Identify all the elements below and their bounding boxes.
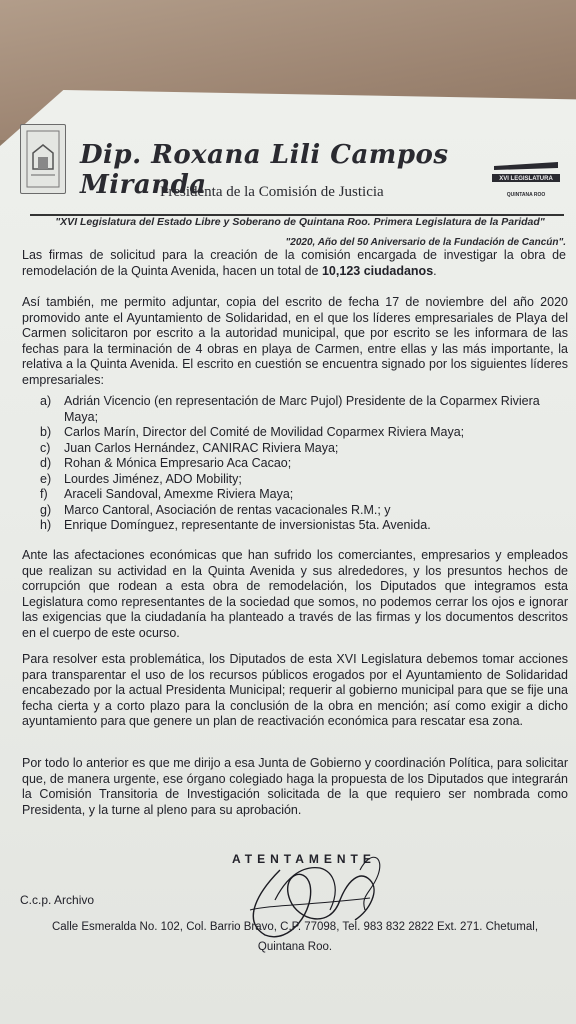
deputy-role: Presidenta de la Comisión de Justicia xyxy=(160,184,384,200)
signature-count: 10,123 ciudadanos xyxy=(321,263,434,278)
paragraph-economic-impact: Ante las afectaciones económicas que han sufrido los comerciantes, empresarios y empleados que realizan su actividad en la Quinta Avenida y sus alrededores, y los presuntos hechos de corrupción que rodean a esta obra de remodelación, los Diputados que integramos esta Legislatura como representantes de la sociedad que somos, no podemos cerrar los ojos e ignorar las exigencias que la ciudadanía ha planteado a través de las firmas y los documentos descritos en el cuerpo de este ocurso. xyxy=(22,548,568,640)
list-item xyxy=(40,425,570,441)
list-item xyxy=(40,518,570,534)
paragraph-signatures-end: . xyxy=(433,263,437,278)
deputy-name-heading: Dip. Roxana Lili Campos Miranda xyxy=(80,140,449,200)
anniversary-motto: "2020, Año del 50 Aniversario de la Fundación de Cancún". xyxy=(285,237,566,248)
footer-address xyxy=(30,917,560,957)
paragraph-transparency: Para resolver esta problemática, los Diputados de esta XVI Legislatura debemos tomar acciones para transparentar el uso de los recursos públicos erogados por el Ayuntamiento de Solidaridad encabezado por la actual Presidenta Municipal; requerir al gobierno municipal para que se fije una fecha cierta y a corto plazo para la conclusión de la obra en mención; así como exigir a dicho ayuntamiento para que genere un plan de reactivación económica para rescatar esa zona. xyxy=(22,652,568,728)
list-item-text: Enrique Domínguez, representante de inversionistas 5ta. Avenida. xyxy=(64,518,431,532)
list-item-text: Araceli Sandoval, Amexme Riviera Maya; xyxy=(64,487,294,501)
list-marker: b) xyxy=(40,425,52,439)
list-item-text: Lourdes Jiménez, ADO Mobility; xyxy=(64,471,242,486)
legislature-logo-text: XVI LEGISLATURA xyxy=(499,176,553,182)
list-item-text: Carlos Marín, Director del Comité de Movilidad Coparmex Riviera Maya; xyxy=(64,425,465,439)
legislature-motto: "XVI Legislatura del Estado Libre y Soberano de Quintana Roo. Primera Legislatura de la Paridad" xyxy=(55,216,545,228)
paragraph-signatures-text: Las firmas de solicitud para la creación de la comisión encargada de investigar la obra de remodelación de la Quinta Avenida, hacen un total de xyxy=(22,248,566,278)
paragraph-business-letter: Así también, me permito adjuntar, copia del escrito de fecha 17 de noviembre del año 2020 promovido ante el Ayuntamiento de Solidaridad, en el que los líderes empresariales de Playa del Carmen solicitaron por escrito a la autoridad municipal, que por escrito se les informara de las fechas para la terminación de 4 obras en playa de Carmen, entre ellas y las más importante, la relativa a la Quinta Avenida. El escrito en cuestión se encuentra signado por los siguientes líderes empresariales: xyxy=(22,295,568,387)
list-item-text: Marco Cantoral, Asociación de rentas vacacionales R.M.; y xyxy=(64,502,391,517)
closing-atentamente: ATENTAMENTE xyxy=(232,852,376,866)
paragraph-signatures xyxy=(22,248,566,279)
list-item xyxy=(40,487,570,503)
list-marker: a) xyxy=(40,394,52,408)
list-item xyxy=(40,456,570,472)
list-item xyxy=(40,394,570,425)
list-marker: e) xyxy=(40,471,52,486)
list-item-text: Adrián Vicencio (en representación de Marc Pujol) Presidente de la Coparmex Riviera Maya; xyxy=(64,394,540,424)
paragraph-request: Por todo lo anterior es que me dirijo a esa Junta de Gobierno y coordinación Política, para solicitar que, de manera urgente, ese órgano colegiado haga la propuesta de los Diputados que integrarán la Comisión Transitoria de Investigación solicitada de la que requiero ser nombrada como Presidenta, y la turne al pleno para su aprobación. xyxy=(22,756,568,817)
list-item xyxy=(40,441,570,457)
carbon-copy-note: C.c.p. Archivo xyxy=(20,893,95,907)
list-item-text: Juan Carlos Hernández, CANIRAC Riviera Maya; xyxy=(64,440,339,455)
list-marker: g) xyxy=(40,502,52,517)
list-marker: h) xyxy=(40,518,52,532)
business-leaders-list xyxy=(40,394,570,534)
state-seal-logo xyxy=(20,124,66,194)
list-marker: d) xyxy=(40,456,52,470)
list-marker: c) xyxy=(40,440,51,455)
list-item xyxy=(40,472,570,488)
footer-address-line1: Calle Esmeralda No. 102, Col. Barrio Bravo, C.P. 77098, Tel. 983 832 2822 Ext. 271. Chetumal, xyxy=(51,921,539,933)
legislature-logo-sub: QUINTANA ROO xyxy=(506,192,546,198)
list-item-text: Rohan & Mónica Empresario Aca Cacao; xyxy=(64,456,292,470)
footer-address-line2: Quintana Roo. xyxy=(257,941,333,953)
list-item xyxy=(40,503,570,519)
list-marker: f) xyxy=(40,487,48,501)
